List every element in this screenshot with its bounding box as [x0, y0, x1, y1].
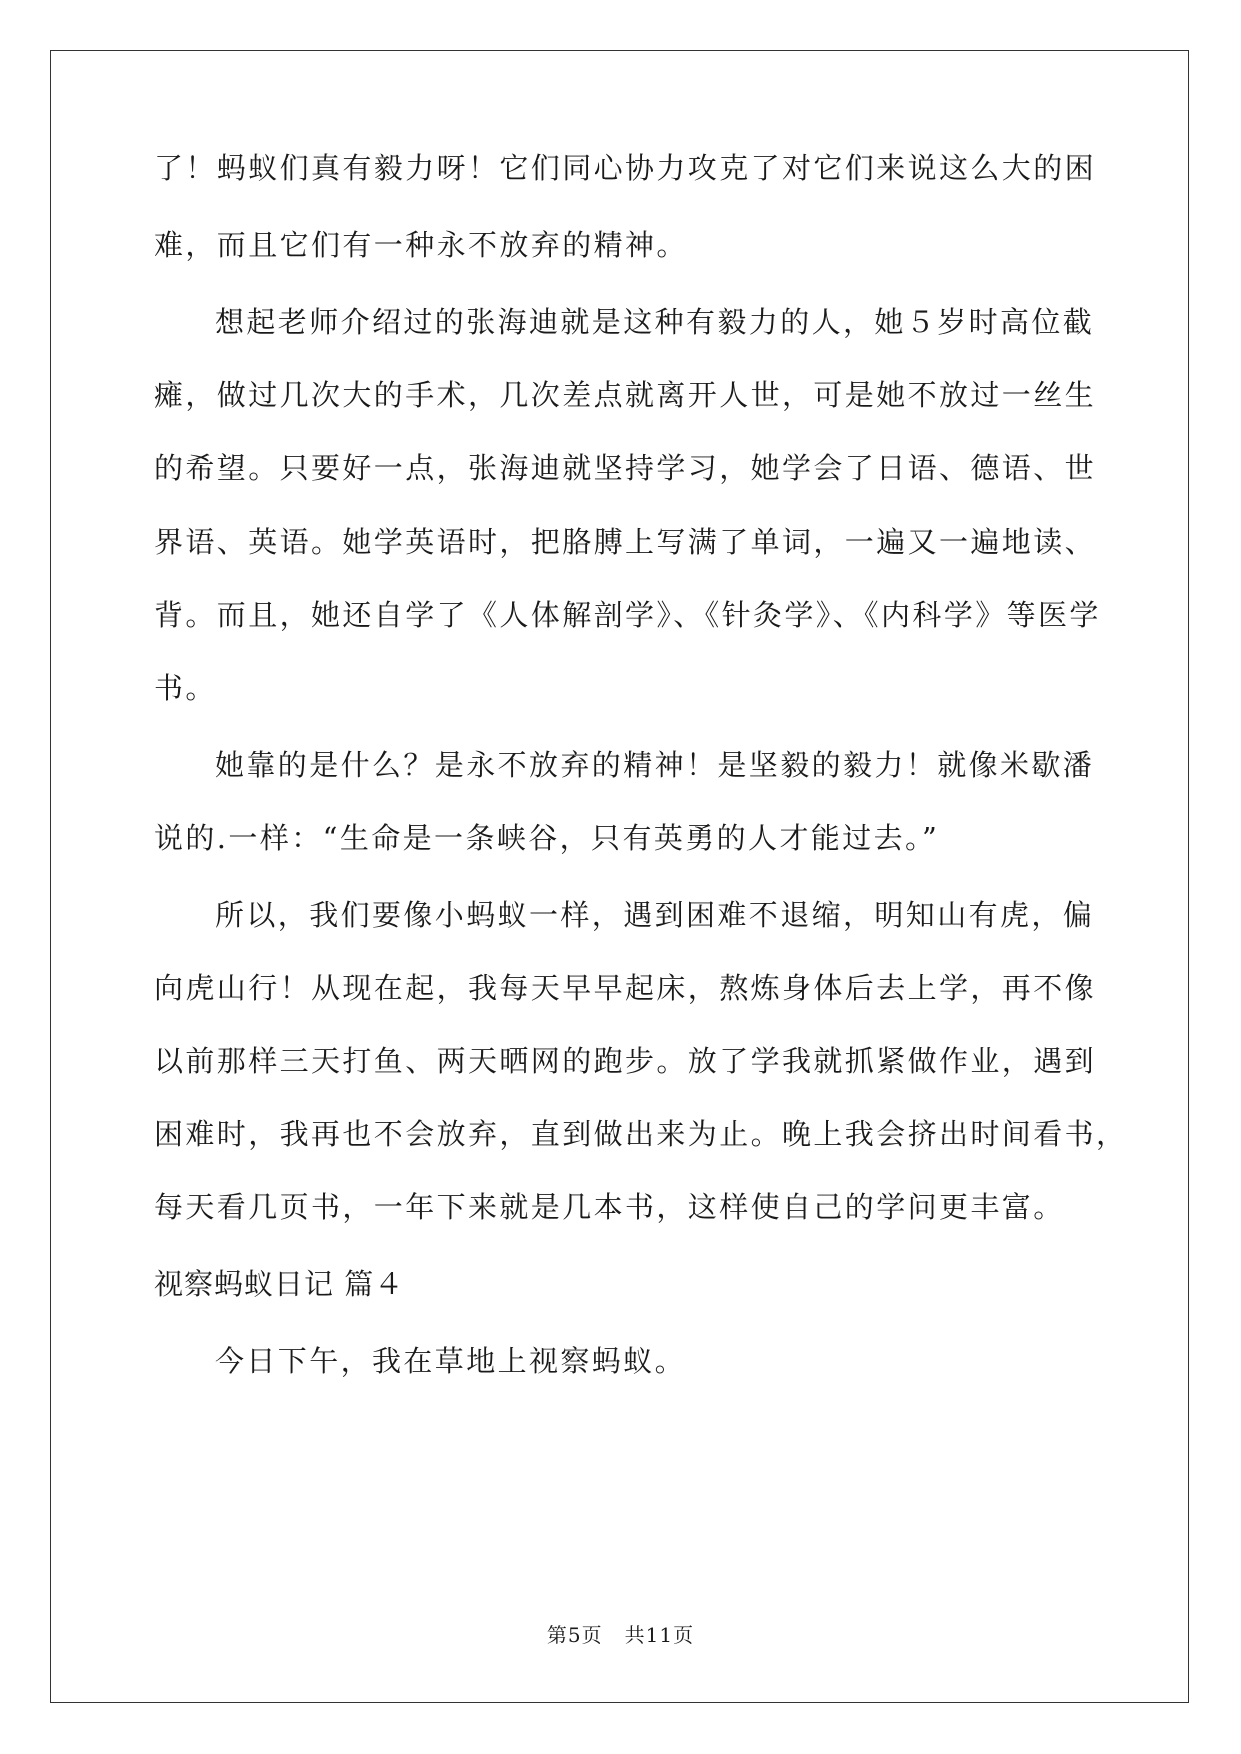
paragraph-start-line: 所以，我们要像小蚂蚁一样，遇到困难不退缩，明知山有虎，偏 — [215, 898, 1095, 932]
text-line: 每天看几页书，一年下来就是几本书，这样使自己的学问更丰富。 — [154, 1190, 1065, 1224]
text-line: 向虎山行！从现在起，我每天早早起床，熬炼身体后去上学，再不像 — [154, 971, 1097, 1005]
page-footer: 第5页 共11页 — [546, 1623, 695, 1647]
text-line: 的希望。只要好一点，张海迪就坚持学习，她学会了日语、德语、世 — [154, 451, 1097, 485]
text-line: 瘫，做过几次大的手术，几次差点就离开人世，可是她不放过一丝生 — [154, 378, 1097, 412]
text-line: 以前那样三天打鱼、两天晒网的跑步。放了学我就抓紧做作业，遇到 — [154, 1044, 1097, 1078]
section-heading: 视察蚂蚁日记 篇４ — [154, 1267, 405, 1301]
text-line: 书。 — [154, 671, 217, 705]
paragraph-start-line: 她靠的是什么？是永不放弃的精神！是坚毅的毅力！就像米歇潘 — [215, 748, 1095, 782]
text-line: 困难时，我再也不会放弃，直到做出来为止。晚上我会挤出时间看书， — [154, 1117, 1128, 1151]
text-line: 界语、英语。她学英语时，把胳膊上写满了单词，一遍又一遍地读、 — [154, 525, 1097, 559]
text-line: 难，而且它们有一种永不放弃的精神。 — [154, 228, 688, 262]
text-line: 了！蚂蚁们真有毅力呀！它们同心协力攻克了对它们来说这么大的困 — [154, 151, 1097, 185]
paragraph-start-line: 今日下午，我在草地上视察蚂蚁。 — [215, 1344, 687, 1378]
text-line: 背。而且，她还自学了《人体解剖学》、《针灸学》、《内科学》等医学 — [154, 598, 1101, 632]
page-border — [50, 50, 1189, 1703]
text-line: 说的.一样：“生命是一条峡谷，只有英勇的人才能过去。” — [154, 821, 940, 855]
paragraph-start-line: 想起老师介绍过的张海迪就是这种有毅力的人，她５岁时高位截 — [215, 305, 1095, 339]
